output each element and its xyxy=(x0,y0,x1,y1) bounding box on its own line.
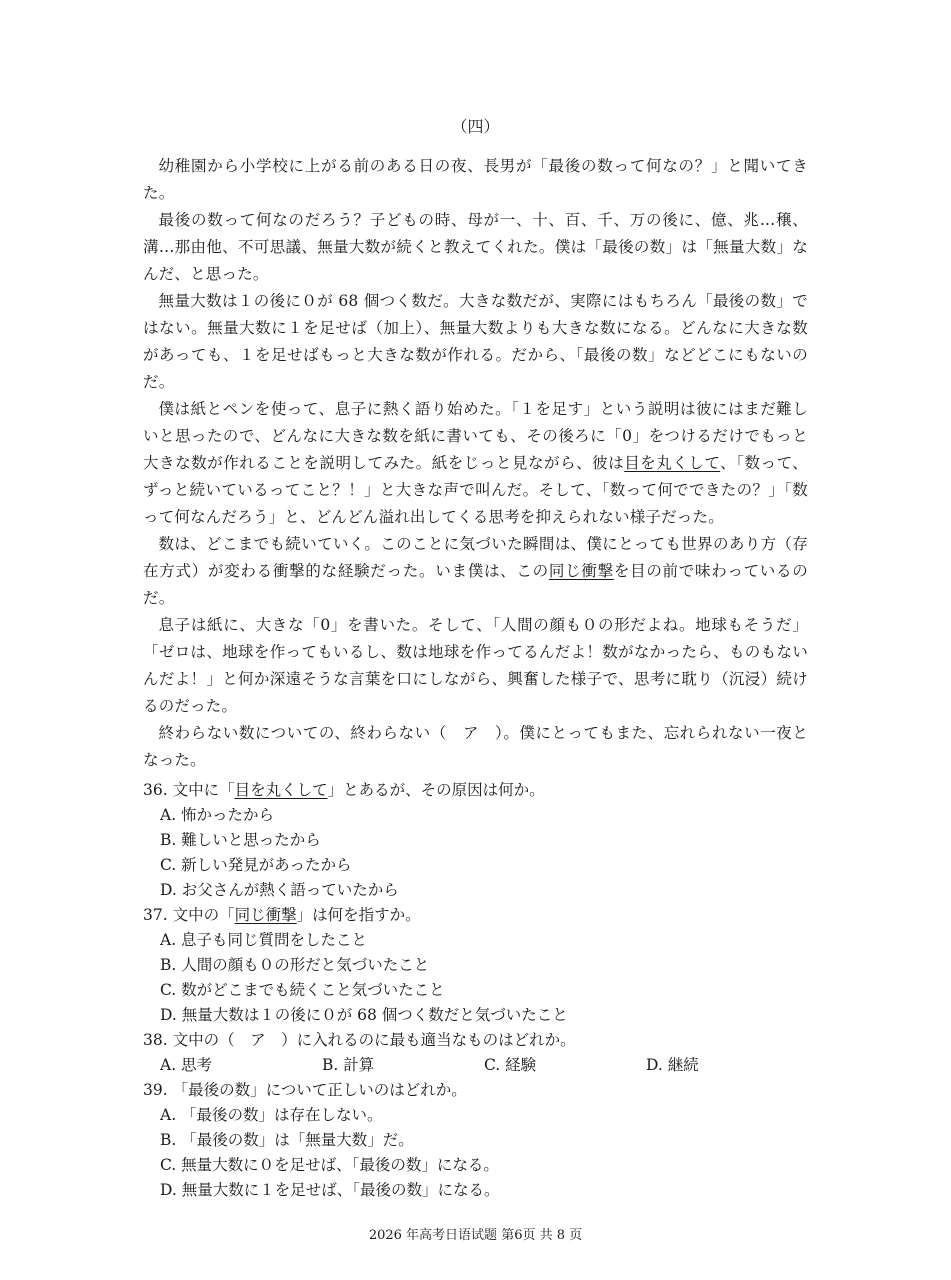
question-38 xyxy=(143,1028,808,1078)
option-row xyxy=(143,1053,808,1078)
passage-paragraph-5 xyxy=(143,531,808,612)
option-b: B. 計算 xyxy=(322,1056,375,1074)
passage-paragraph-4 xyxy=(143,396,808,531)
option-c: C. 数がどこまでも続くこと気づいたこと xyxy=(160,981,445,999)
stem-underlined: 目を丸くして xyxy=(234,781,328,799)
question-36 xyxy=(143,778,808,903)
option-d: D. 無量大数は１の後に０が 68 個つく数だと気づいたこと xyxy=(160,1006,568,1024)
section-title: （四） xyxy=(451,117,500,136)
question-37 xyxy=(143,903,808,1028)
question-stem: 39. 「最後の数」について正しいのはどれか。 xyxy=(143,1081,467,1099)
stem-text: 36. 文中に「 xyxy=(143,781,235,799)
passage-text: を目の前で味わっているのだ。 xyxy=(143,562,808,607)
passage-paragraph-7: 終わらない数についての、終わらない（ ア ）。僕にとってもまた、忘れられない一夜となった。 xyxy=(143,724,808,769)
passage-text: 数は、どこまでも続いていく。このことに気づいた瞬間は、僕にとっても世界のあり方（存在方式）が変わる衝撃的な経験だった。いま僕は、この xyxy=(143,535,808,580)
reading-passage xyxy=(143,153,808,774)
question-stem xyxy=(143,903,808,928)
underlined-phrase-onaji-shougeki: 同じ衝撃 xyxy=(548,562,614,580)
option-c: C. 新しい発見があったから xyxy=(160,856,352,874)
passage-paragraph-2: 最後の数って何なのだろう？子どもの時、母が一、十、百、千、万の後に、億、兆…穣、溝…那由他、不可思議、無量大数が続くと教えてくれた。僕は「最後の数」は「無量大数」なんだ、と思った。 xyxy=(143,211,808,283)
question-stem xyxy=(143,778,808,803)
option-b: B. 難しいと思ったから xyxy=(160,831,321,849)
passage-paragraph-3: 無量大数は１の後に０が 68 個つく数だ。大きな数だが、実際にはもちろん「最後の数」ではない。無量大数に１を足せば（加上）、無量大数よりも大きな数になる。どんなに大きな数があっても、１を足せばもっと大きな数が作れる。だから、「最後の数」などどこにもないのだ。 xyxy=(143,292,808,391)
stem-underlined: 同じ衝撃 xyxy=(234,906,297,924)
question-39 xyxy=(143,1078,808,1203)
option-c: C. 経験 xyxy=(484,1056,537,1074)
option-d: D. 継続 xyxy=(646,1056,699,1074)
underlined-phrase-me-wo-maruku: 目を丸くして xyxy=(624,454,721,472)
passage-text: 、「数って、ずっと続いているってこと？！」と大きな声で叫んだ。そして、「数って何でできたの？」「数って何なんだろう」と、どんどん溢れ出してくる思考を抑えられない様子だった。 xyxy=(143,454,808,526)
passage-paragraph-1: 幼稚園から小学校に上がる前のある日の夜、長男が「最後の数って何なの？」と聞いてきた。 xyxy=(143,157,808,202)
option-a: A. 怖かったから xyxy=(160,806,275,824)
option-b: B. 「最後の数」は「無量大数」だ。 xyxy=(160,1131,414,1149)
option-a: A. 息子も同じ質問をしたこと xyxy=(160,931,368,949)
option-b: B. 人間の顔も０の形だと気づいたこと xyxy=(160,956,430,974)
option-a: A. 「最後の数」は存在しない。 xyxy=(160,1106,383,1124)
page-footer: 2026 年高考日语试题 第6页 共 8 页 xyxy=(368,1228,583,1243)
option-c: C. 無量大数に０を足せば、「最後の数」になる。 xyxy=(160,1156,499,1174)
option-a: A. 思考 xyxy=(160,1056,213,1074)
question-stem: 38. 文中の（ ア ）に入れるのに最も適当なものはどれか。 xyxy=(143,1031,576,1049)
question-list xyxy=(143,778,808,1203)
stem-text: 37. 文中の「 xyxy=(143,906,235,924)
option-d: D. お父さんが熱く語っていたから xyxy=(160,881,399,899)
option-d: D. 無量大数に１を足せば、「最後の数」になる。 xyxy=(160,1181,500,1199)
stem-text: 」は何を指すか。 xyxy=(296,906,421,924)
passage-paragraph-6: 息子は紙に、大きな「0」を書いた。そして、「人間の顔も０の形だよね。地球もそうだ」「ゼロは、地球を作ってもいるし、数は地球を作ってるんだよ！数がなかったら、ものもないんだよ！」と何か深遠そうな言葉を口にしながら、興奮した様子で、思考に耽り（沉浸）続けるのだった。 xyxy=(143,616,808,715)
passage-text: 僕は紙とペンを使って、息子に熱く語り始めた。「１を足す」という説明は彼にはまだ難しいと思ったので、どんなに大きな数を紙に書いても、その後ろに「0」をつけるだけでもっと大きな数が作れることを説明してみた。紙をじっと見ながら、彼は xyxy=(143,400,808,472)
stem-text: 」とあるが、その原因は何か。 xyxy=(327,781,545,799)
